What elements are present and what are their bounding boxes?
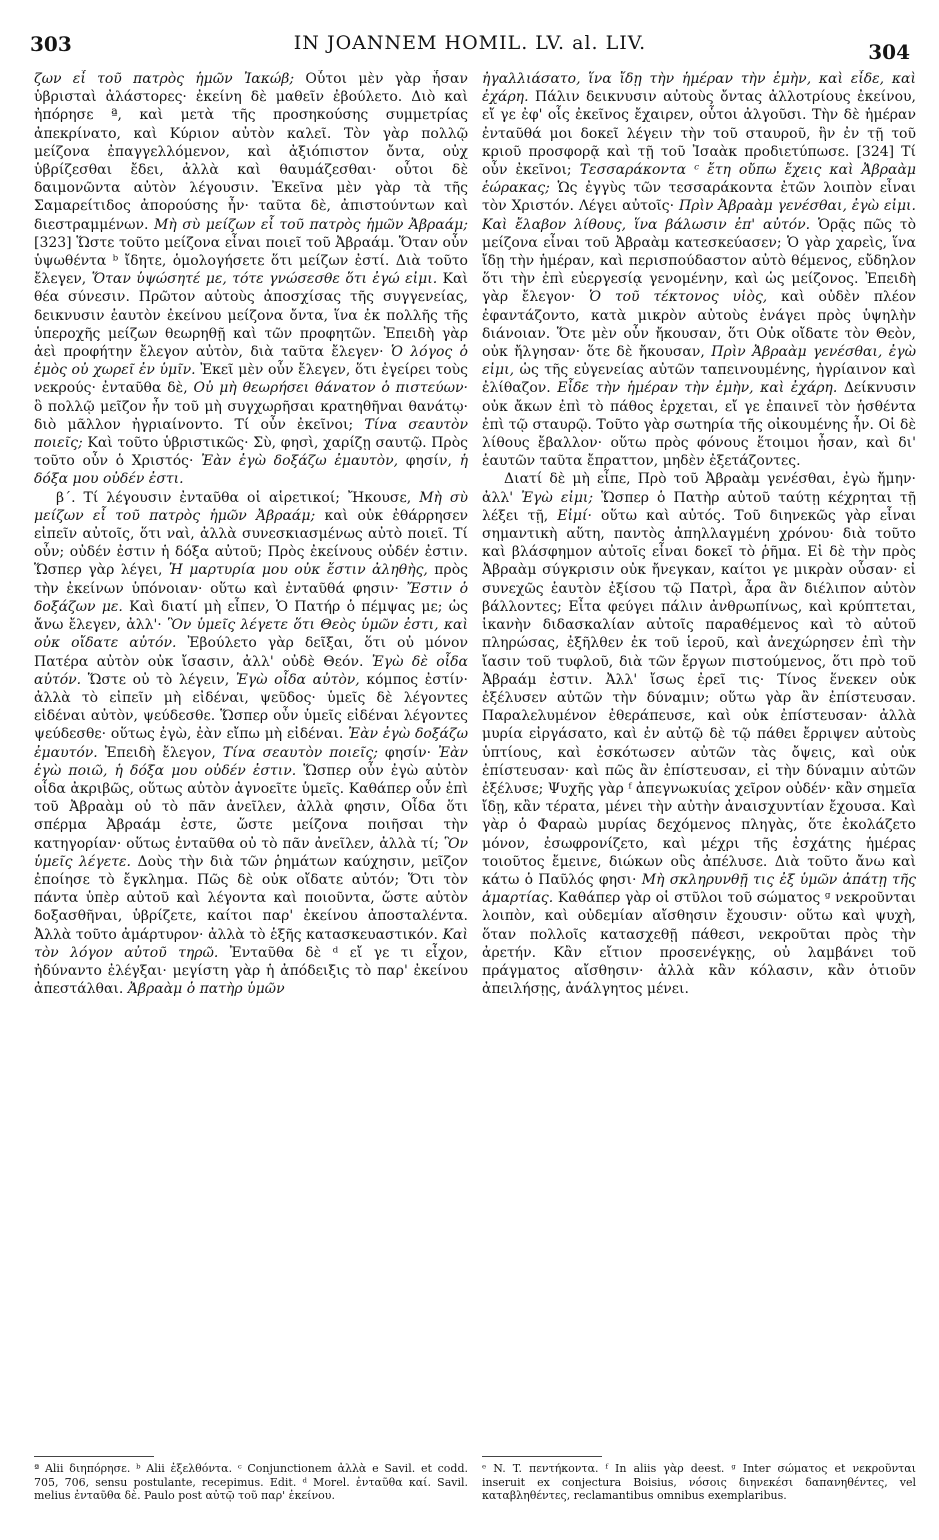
quoted-text: Τεσσαράκοντα ᶜ ἔτη οὔπω ἔχεις καὶ Ἀβραὰμ ἑώρακας; (482, 162, 916, 197)
text-run: Ἐπειδὴ ἔλεγον, (97, 744, 223, 761)
paragraph (34, 489, 468, 999)
page-number-left: 303 (30, 32, 72, 56)
text-run: Ὁρᾷς πῶς τὸ μείζονα εἶναι τοῦ Ἀβραὰμ κατεσκεύασεν; Ὁ γὰρ χαρεὶς, ἵνα ἴδῃ τὴν ἡμέραν, καὶ περισπούδαστον αὐτὸ θέμενος, εὔδηλον ὅτι τὴν ἐπὶ εὐεργεσίᾳ γενομένην, καὶ ὡς μείζονος. Ἐπειδὴ γὰρ ἔλεγον· (482, 216, 916, 306)
text-run: Καθάπερ γὰρ οἱ στῦλοι τοῦ σώματος ᵍ νεκροῦνται λοιπὸν, καὶ οὐδεμίαν αἴσθησιν ἔχουσιν· οὕτω καὶ ψυχὴ, ὅταν πολλοῖς κατασχεθῇ πάθεσι, νεκροῦται πρὸς τὴν ἀρετήν. Κἂν εἴτιον προσενέγκῃς, οὐ λαμβάνει τοῦ πράγματος αἴσθησιν· ἀλλὰ κἂν κόλασιν, κἂν ὁτιοῦν ἀπειλήσῃς, ἀνάλγητος μένει. (482, 890, 916, 998)
text-run: Ὥσπερ οὖν ἐγὼ αὐτὸν οἶδα ἀκριβῶς, οὕτως αὐτὸν ἀγνοεῖτε ὑμεῖς. Καθάπερ οὖν ἐπὶ τοῦ Ἀβραὰμ οὐ τὸ πᾶν ἀνεῖλεν, ἀλλὰ φησιν, Οἶδα ὅτι σπέρμα Ἀβραάμ ἐστε, ὥστε μείζονα ποιῆσαι τὴν κατηγορίαν· οὕτως ἐνταῦθα οὐ τὸ πᾶν ἀνεῖλεν, ἀλλὰ τί; (34, 762, 468, 852)
text-run: Ὡς ἐγγὺς τῶν τεσσαράκοντα ἐτῶν λοιπὸν εἶναι τὸν Χριστόν. Λέγει αὐτοῖς· (482, 180, 916, 215)
text-run: φησίν· (377, 744, 439, 761)
text-run: Ἐβούλετο γὰρ δεῖξαι, ὅτι οὐ μόνον Πατέρα αὐτὸν οὐκ ἴσασιν, ἀλλ' οὐδὲ Θεόν. (34, 635, 468, 670)
quoted-text: Εἶδε τὴν ἡμέραν τὴν ἐμὴν, καὶ ἐχάρη. (557, 380, 838, 397)
text-run: Δοὺς τὴν διὰ τῶν ῥημάτων καύχησιν, μεῖζον ἐποίησε τὸ ἔγκλημα. Πῶς δὲ οὐκ οἴδατε αὐτόν; Ὅτι τὸν πάντα ὑπὲρ αὐτοῦ καὶ λέγοντα καὶ ποιοῦντα, ὥστε αὐτὸν δοξασθῆναι, ὑβρίζετε, καίτοι παρ' ἐκείνου ἀποσταλέντα. Ἀλλὰ τοῦτο ἀμάρτυρον· ἀλλὰ τὸ ἑξῆς κατασκευαστικόν. (34, 853, 468, 943)
quoted-text: Ἔστιν ὁ δοξάζων με. (34, 580, 468, 615)
paragraph (482, 70, 916, 470)
page-number-right: 304 (868, 40, 910, 64)
text-run: β΄. Τί λέγουσιν ἐνταῦθα οἱ αἱρετικοί; Ἤκουσε, (56, 489, 420, 506)
quoted-text: Μὴ σκληρυνθῇ τις ἐξ ὑμῶν ἀπάτῃ τῆς ἁμαρτίας. (482, 871, 916, 907)
text-run: Δείκνυσιν οὐκ ἄκων ἐπὶ τὸ πάθος ἐρχεται, εἴ γε ἐπαινεῖ τὸν ἡσθέντα ἐπὶ τῷ σταυρῷ. Τοῦτο γὰρ σωτηρία τῆς οἰκουμένης ἦν. Οἱ δὲ λίθους ἔβαλλον· οὕτω πρὸς φόνους ἕτοιμοι ἦσαν, καὶ δι' ἑαυτῶν ταῦτα ἔπραττον, μηδὲν ἐξετάζοντες. (482, 380, 916, 470)
quoted-text: Τίνα σεαυτὸν ποιεῖς; (34, 416, 468, 452)
right-text-column (482, 70, 916, 1450)
text-run: καὶ οὐκ ἐθάρρησεν εἰπεῖν αὐτοῖς, ὅτι ναὶ, ἀλλὰ συνεσκιασμένως αὐτὸ ποιεῖ. Τί οὖν; οὐδέν ἐστιν ἡ δόξα αὐτοῦ; Πρὸς ἐκείνους οὐδέν ἐστιν. Ὥσπερ γὰρ λέγει, (34, 507, 468, 579)
footnote-rule-right (482, 1456, 602, 1457)
footnotes-right: ᵉ N. T. πεντήκοντα. ᶠ In aliis γὰρ deest. ᵍ Inter σώματος et νεκροῦνται inseruit ex conjectura Boisius, νόσοις διηνεκέσι δαπανηθέντες, vel καταβληθέντες, reclamantibus omnibus exemplaribus. (482, 1462, 916, 1503)
text-run: Διατί δὲ μὴ εἶπε, Πρὸ τοῦ Ἀβραὰμ γενέσθαι, ἐγὼ ἤμην· ἀλλ' (482, 471, 916, 506)
text-run: Ἐνταῦθα δὲ ᵈ εἴ γε τι εἶχον, ἠδύναντο ἐλέγξαι· μεγίστη γὰρ ἡ ἀπόδειξις τὸ παρ' ἐκείνου ἀπεστάλθαι. (34, 944, 468, 998)
quoted-text: ἠγαλλιάσατο, ἵνα ἴδῃ τὴν ἡμέραν τὴν ἐμὴν, καὶ εἶδε, καὶ ἐχάρη. (482, 71, 916, 106)
quoted-text: Ἀβραὰμ ὁ πατὴρ ὑμῶν (127, 981, 285, 998)
quoted-text: Ὅταν ὑψώσητέ με, τότε γνώσεσθε ὅτι ἐγώ εἰμι. (91, 271, 438, 288)
quoted-text: ζων εἶ τοῦ πατρὸς ἡμῶν Ἰακώβ; (34, 71, 295, 87)
quoted-text: Ἐὰν ἐγὼ δοξάζω ἐμαυτόν. (34, 726, 468, 761)
quoted-text: Ἡ μαρτυρία μου οὐκ ἔστιν ἀληθὴς, (168, 562, 428, 579)
text-run: καὶ οὐδὲν πλέον ἐφαντάζοντο, κατὰ μικρὸν αὐτοὺς ἐνάγει πρὸς ὑψηλὴν διάνοιαν. Ὅτε μὲν οὖν ἤκουσαν, ὅτι Οὐκ οἴδατε τὸν Θεὸν, οὐκ ἤλγησαν· ὅτε δὲ ἤκουσαν, (482, 289, 916, 361)
footnote-rule-left (34, 1456, 154, 1457)
text-run: ὡς τῆς εὐγενείας αὐτῶν ταπεινουμένης, ἠγρίαινον καὶ ἐλίθαζον. (482, 362, 916, 397)
quoted-text: Ὃν ὑμεῖς λέγετε. (34, 835, 468, 870)
text-run: Καὶ διατί μὴ εἶπεν, Ὁ Πατήρ ὁ πέμψας με; ὡς ἄνω ἔλεγεν, ἀλλ'· (34, 598, 468, 634)
quoted-text: Ἐὰν ἐγὼ ποιῶ, ἡ δόξα μου οὐδέν ἐστιν. (34, 744, 468, 779)
text-run: Οὗτοι μὲν γὰρ ἦσαν ὑβρισταὶ ἀλάστορες· ἐκείνη δὲ μαθεῖν ἐβούλετο. Διὸ καὶ ἠπόρησε ª, καὶ μετὰ τῆς προσηκούσης συμμετρίας ἀπεκρίνατο, καὶ Κύριον αὐτὸν καλεῖ. Τὸν γὰρ πολλῷ μείζονα ἐπαγγελλόμενον, καὶ ἀξιόπιστον ὄντα, οὐχ ὑβρίζεσθαι ἔδει, ἀλλὰ καὶ θαυμάζεσθαι· οὗτοι δὲ δαιμονῶντα αὐτὸν λέγουσιν. Ἐκεῖνα μὲν γὰρ τὰ τῆς Σαμαρείτιδος ἀπορούσης ἦν· ταῦτα δὲ, ἀπιστούντων καὶ διεστραμμένων. (34, 71, 468, 233)
quoted-text: Ἐγὼ οἶδα αὐτὸν, (235, 671, 360, 688)
text-run: Καὶ θέα σύνεσιν. Πρῶτον αὐτοὺς ἀποσχίσας τῆς συγγενείας, δεικνυσιν ἑαυτὸν ἐκείνου μείζονα ὄντα, ἵνα ἐκ πολλῆς τῆς ὑπεροχῆς μείζων θεωρηθῇ καὶ τῶν προφητῶν. Ἐπειδὴ γὰρ ἀεὶ προφήτην ἔλεγον αὐτὸν, διὰ ταῦτα ἔλεγεν· (34, 271, 468, 361)
quoted-text: Καὶ τὸν λόγον αὐτοῦ τηρῶ. (34, 926, 468, 961)
quoted-text: Οὐ μὴ θεωρήσει θάνατον ὁ πιστεύων· (193, 380, 468, 397)
quoted-text: Ὁ τοῦ τέκτονος υἱὸς, (589, 289, 768, 306)
text-run: Πάλιν δεικνυσιν αὐτοὺς ὄντας ἀλλοτρίους ἐκείνου, εἴ γε ἐφ' οἷς ἐκεῖνος ἔχαιρεν, οὗτοι ἀλγοῦσι. Τὴν δὲ ἡμέραν ἐνταῦθά μοι δοκεῖ λέγειν τὴν τοῦ σταυροῦ, ἣν ἐν τῇ τοῦ κριοῦ προσφορᾷ καὶ τῇ τοῦ Ἰσαὰκ προδιετύπωσε. [324] Τί οὖν ἐκεῖνοι; (482, 89, 916, 179)
quoted-text: Ἐὰν ἐγὼ δοξάζω ἐμαυτὸν, (201, 453, 399, 470)
quoted-text: ἡ δόξα μου οὐδέν ἐστι. (34, 453, 468, 488)
quoted-text: Εἰμί· (557, 507, 592, 524)
paragraph (482, 470, 916, 998)
page-header (30, 26, 910, 66)
text-run: Καὶ τοῦτο ὑβριστικῶς· Σὺ, φησὶ, χαρίζῃ σαυτῷ. Πρὸς τοῦτο οὖν ὁ Χριστός· (34, 435, 468, 470)
quoted-text: Ἐγὼ δὲ οἶδα αὐτόν. (34, 653, 468, 688)
quoted-text: Ὁ λόγος ὁ ἐμὸς οὐ χωρεῖ ἐν ὑμῖν. (34, 344, 468, 379)
quoted-text: Μὴ σὺ μείζων εἶ τοῦ πατρὸς ἡμῶν Ἀβραάμ; (34, 489, 468, 524)
quoted-text: Ὃν ὑμεῖς λέγετε ὅτι Θεὸς ὑμῶν ἐστι, καὶ οὐκ οἴδατε αὐτόν. (34, 617, 468, 652)
footnotes-left: ª Alii διηπόρησε. ᵇ Alii ἐξελθόντα. ᶜ Conjunctionem ἀλλὰ e Savil. et codd. 705, 706, sensu postulante, recepimus. Edit. ᵈ Morel. ἐνταῦθα καί. Savil. melius ἐνταῦθα δὲ. Paulo post αὐτῷ τοῦ παρ' ἐκείνου. (34, 1462, 468, 1503)
text-run: Ὥστε οὐ τὸ λέγειν, (81, 671, 236, 688)
text-run: κόμπος ἐστίν· ἀλλὰ τὸ εἰπεῖν μὴ εἰδέναι, ψεῦδος· ὑμεῖς δὲ λέγοντες εἰδέναι αὐτὸν, ψεύδεσθε. Ὥσπερ οὖν ὑμεῖς εἰδέναι λέγοντες ψεύδεσθε· οὕτως ἐγὼ, ἐὰν εἴπω μὴ εἰδέναι. (34, 671, 468, 743)
quoted-text: Μὴ σὺ μείζων εἶ τοῦ πατρὸς ἡμῶν Ἀβραάμ; (154, 216, 468, 233)
quoted-text: Τίνα σεαυτὸν ποιεῖς; (222, 744, 378, 761)
paragraph (34, 70, 468, 489)
running-title: IN JOANNEM HOMIL. LV. al. LIV. (293, 32, 647, 54)
text-run: οὕτω καὶ αὐτός. Τοῦ διηνεκῶς γὰρ εἶναι σημαντικὴ αὕτη, παντὸς ἀπηλλαγμένη χρόνου· διὰ τοῦτο καὶ βλάσφημον αὐτοῖς εἶναι δοκεῖ τὸ ῥῆμα. Εἰ δὲ τὴν πρὸς Ἀβραὰμ σύγκρισιν οὐκ ἤνεγκαν, καίτοι γε μικρὰν οὖσαν· εἰ συνεχῶς ἑαυτὸν ἐξίσου τῷ Πατρὶ, ἆρα ἂν διέλιπον αὐτὸν βάλλοντες; Εἶτα φεύγει πάλιν ἀνθρωπίνως, καὶ κρύπτεται, ἱκανὴν διδασκαλίαν αὐτοῖς παραθέμενος καὶ τὸ αὐτοῦ πληρώσας, ἐξῆλθεν ἐκ τοῦ ἱεροῦ, καὶ ἀνεχώρησεν ἐπὶ τὴν ἴασιν τοῦ τυφλοῦ, διὰ τῶν ἔργων πιστούμενος, ὅτι πρὸ τοῦ Ἀβραάμ ἐστιν. Ἀλλ' ἴσως ἐρεῖ τις· Τίνος ἕνεκεν οὐκ ἐξέλυσεν αὐτῶν τὴν δύναμιν; οὕτω γὰρ ἂν ἐπίστευσαν. Παραλελυμένον ἐθεράπευσε, καὶ οὐκ ἐπίστευσαν· ἀλλὰ μυρία εἰργάσατο, καὶ ἐν αὐτῷ δὲ τῷ πάθει ἔρριψεν αὐτοὺς ὑπτίους, καὶ ἐσκότωσεν αὐτῶν τὰς ὄψεις, καὶ οὐκ ἐπίστευσαν· καὶ πῶς ἂν ἐπίστευσαν, εἰ τὴν δύναμιν αὐτῶν ἐξέλυσε; Ψυχῆς γὰρ ᶠ ἀπεγνωκυίας χεῖρον οὐδέν· κἂν σημεῖα ἴδῃ, κἂν τέρατα, μένει τὴν αὐτὴν ἀναισχυντίαν ἔχουσα. Καὶ γὰρ ὁ Φαραὼ μυρίας δεχόμενος πληγὰς, ὅτε ἐκολάζετο μόνον, ἐσωφρονίζετο, καὶ μέχρι τῆς ἐσχάτης ἡμέρας τοιοῦτος ἔμεινε, διώκων οὓς ἀπέλυσε. Διὰ τοῦτο ἄνω καὶ κάτω ὁ Παῦλός φησι· (482, 507, 916, 888)
left-text-column (34, 70, 468, 1450)
quoted-text: Ἐγὼ εἰμι; (521, 489, 594, 506)
quoted-text: Πρὶν Ἀβραὰμ γενέσθαι, ἐγὼ εἰμι, (482, 344, 916, 379)
text-run: Ἐκεῖ μὲν οὖν ἔλεγεν, ὅτι ἐγείρει τοὺς νεκρούς· ἐνταῦθα δὲ, (34, 362, 468, 397)
text-run: φησίν, (398, 453, 460, 470)
text-run: πρὸς τὴν ἐκείνων ὑπόνοιαν· οὕτω καὶ ἐνταῦθά φησιν· (34, 562, 468, 597)
text-run: ὃ πολλῷ μεῖζον ἦν τοῦ μὴ συγχωρῆσαι κρατηθῆναι θανάτῳ· διὸ μᾶλλον ἠγριαίνοντο. Τί οὖν ἐκεῖνοι; (34, 398, 468, 433)
text-run: [323] Ὥστε τοῦτο μείζονα εἶναι ποιεῖ τοῦ Ἀβραάμ. Ὅταν οὖν ὑψωθέντα ᵇ ἴδητε, ὁμολογήσετε ὅτι μείζων ἐστί. Διὰ τοῦτο ἔλεγεν, (34, 234, 468, 288)
quoted-text: Πρὶν Ἀβραὰμ γενέσθαι, ἐγὼ εἰμι. Καὶ ἔλαβον λίθους, ἵνα βάλωσιν ἐπ' αὐτόν. (482, 198, 916, 233)
text-run: Ὥσπερ ὁ Πατὴρ αὐτοῦ ταύτῃ κέχρηται τῇ λέξει τῇ, (482, 489, 916, 524)
